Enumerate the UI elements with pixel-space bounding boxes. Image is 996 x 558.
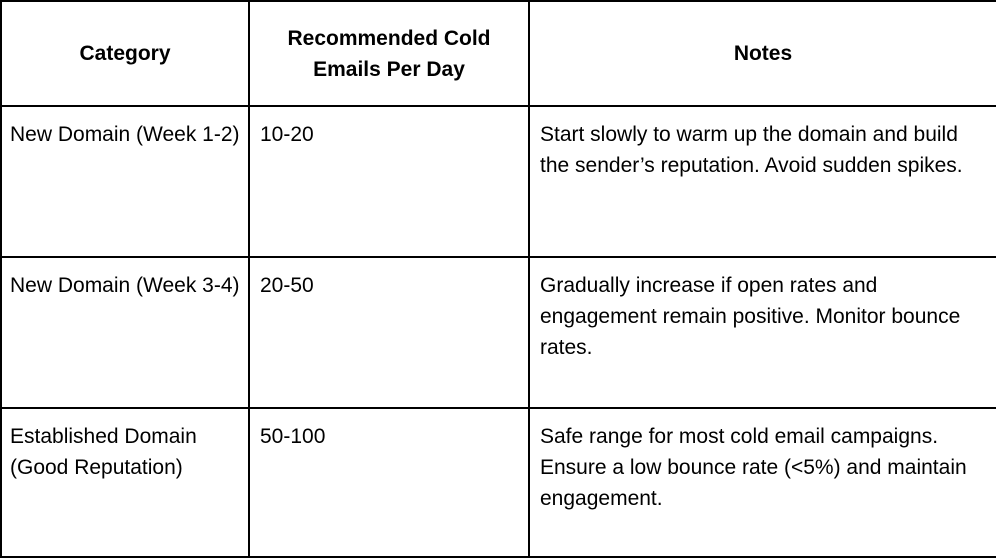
cell-notes [529,257,996,408]
notes-text: Safe range for most cold email campaigns. Ensure a low bounce rate (<5%) and maintain engagement. [540,425,967,510]
table-row [1,106,996,257]
cell-category [1,408,249,557]
notes-text: Start slowly to warm up the domain and build the sender’s reputation. Avoid sudden spikes. [540,123,963,177]
cell-emails-per-day [249,257,529,408]
header-category-label: Category [79,42,171,65]
emails-per-day-text: 10-20 [260,123,314,146]
cell-emails-per-day [249,408,529,557]
table-header-row [1,1,996,106]
category-text: New Domain (Week 1-2) [10,123,240,146]
emails-per-day-text: 20-50 [260,274,314,297]
header-notes [529,1,996,106]
table-row [1,408,996,557]
header-notes-label: Notes [733,42,793,65]
notes-text: Gradually increase if open rates and engagement remain positive. Monitor bounce rates. [540,274,961,359]
header-emails-per-day-label: Recommended Cold Emails Per Day [287,26,491,81]
table-row [1,257,996,408]
category-text: Established Domain (Good Reputation) [10,425,197,479]
category-text: New Domain (Week 3-4) [10,274,240,297]
cell-notes [529,408,996,557]
cell-emails-per-day [249,106,529,257]
cell-category [1,257,249,408]
cell-category [1,106,249,257]
header-category [1,1,249,106]
cell-notes [529,106,996,257]
emails-per-day-text: 50-100 [260,425,326,448]
header-emails-per-day [249,1,529,106]
